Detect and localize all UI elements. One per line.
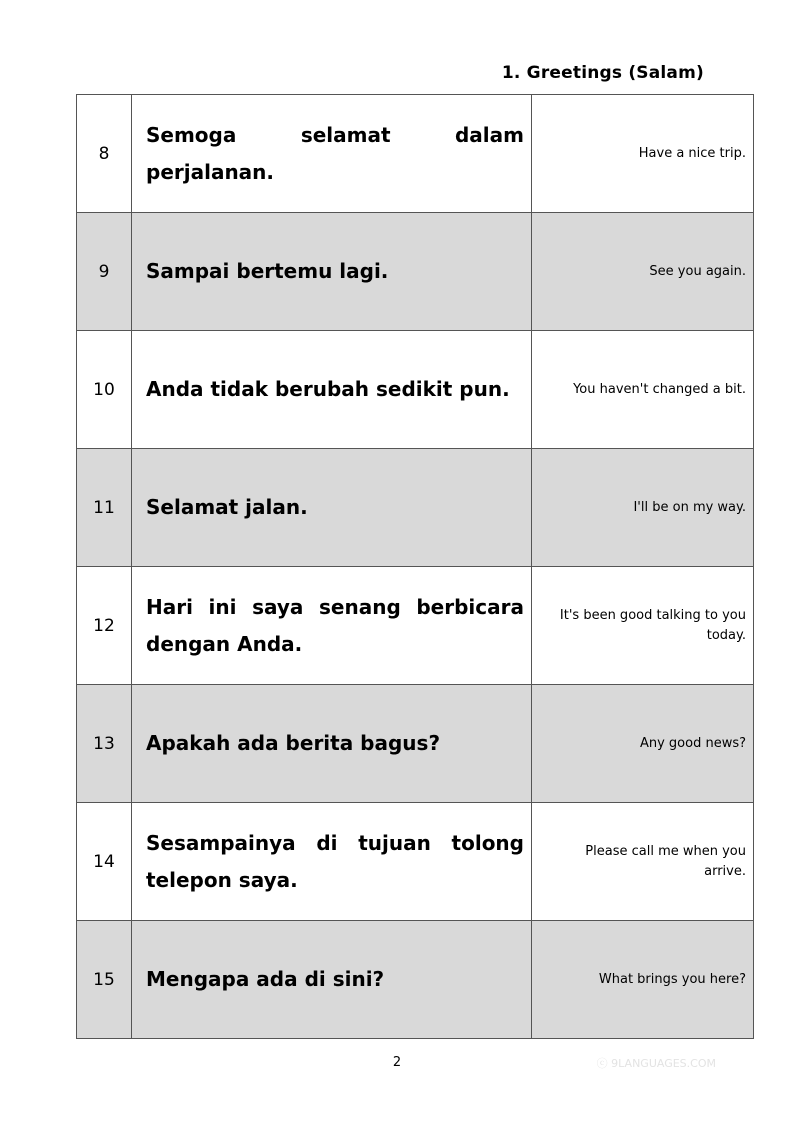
indonesian-phrase: Hari ini saya senang berbicara dengan Anda. (132, 567, 532, 685)
english-translation: What brings you here? (532, 921, 754, 1039)
table-row (77, 921, 754, 1039)
table-row (77, 331, 754, 449)
row-number: 12 (77, 567, 132, 685)
indonesian-phrase: Anda tidak berubah sedikit pun. (132, 331, 532, 449)
row-number: 15 (77, 921, 132, 1039)
row-number: 13 (77, 685, 132, 803)
table-row (77, 685, 754, 803)
english-translation: I'll be on my way. (532, 449, 754, 567)
indonesian-phrase: Apakah ada berita bagus? (132, 685, 532, 803)
phrase-table (76, 94, 754, 1039)
english-translation: Any good news? (532, 685, 754, 803)
indonesian-phrase: Semoga selamat dalam perjalanan. (132, 95, 532, 213)
english-translation: You haven't changed a bit. (532, 331, 754, 449)
row-number: 8 (77, 95, 132, 213)
row-number: 9 (77, 213, 132, 331)
section-title: 1. Greetings (Salam) (501, 63, 704, 83)
table-row (77, 803, 754, 921)
row-number: 10 (77, 331, 132, 449)
table-row (77, 567, 754, 685)
english-translation: It's been good talking to you today. (532, 567, 754, 685)
table-row (77, 449, 754, 567)
indonesian-phrase: Mengapa ada di sini? (132, 921, 532, 1039)
indonesian-phrase: Selamat jalan. (132, 449, 532, 567)
english-translation: Please call me when you arrive. (532, 803, 754, 921)
row-number: 11 (77, 449, 132, 567)
indonesian-phrase: Sesampainya di tujuan tolong telepon saya. (132, 803, 532, 921)
table-row (77, 95, 754, 213)
page-number: 2 (392, 1055, 402, 1070)
row-number: 14 (77, 803, 132, 921)
indonesian-phrase: Sampai bertemu lagi. (132, 213, 532, 331)
english-translation: See you again. (532, 213, 754, 331)
english-translation: Have a nice trip. (532, 95, 754, 213)
table-row (77, 213, 754, 331)
watermark: ⓒ 9LANGUAGES.COM (596, 1057, 716, 1070)
